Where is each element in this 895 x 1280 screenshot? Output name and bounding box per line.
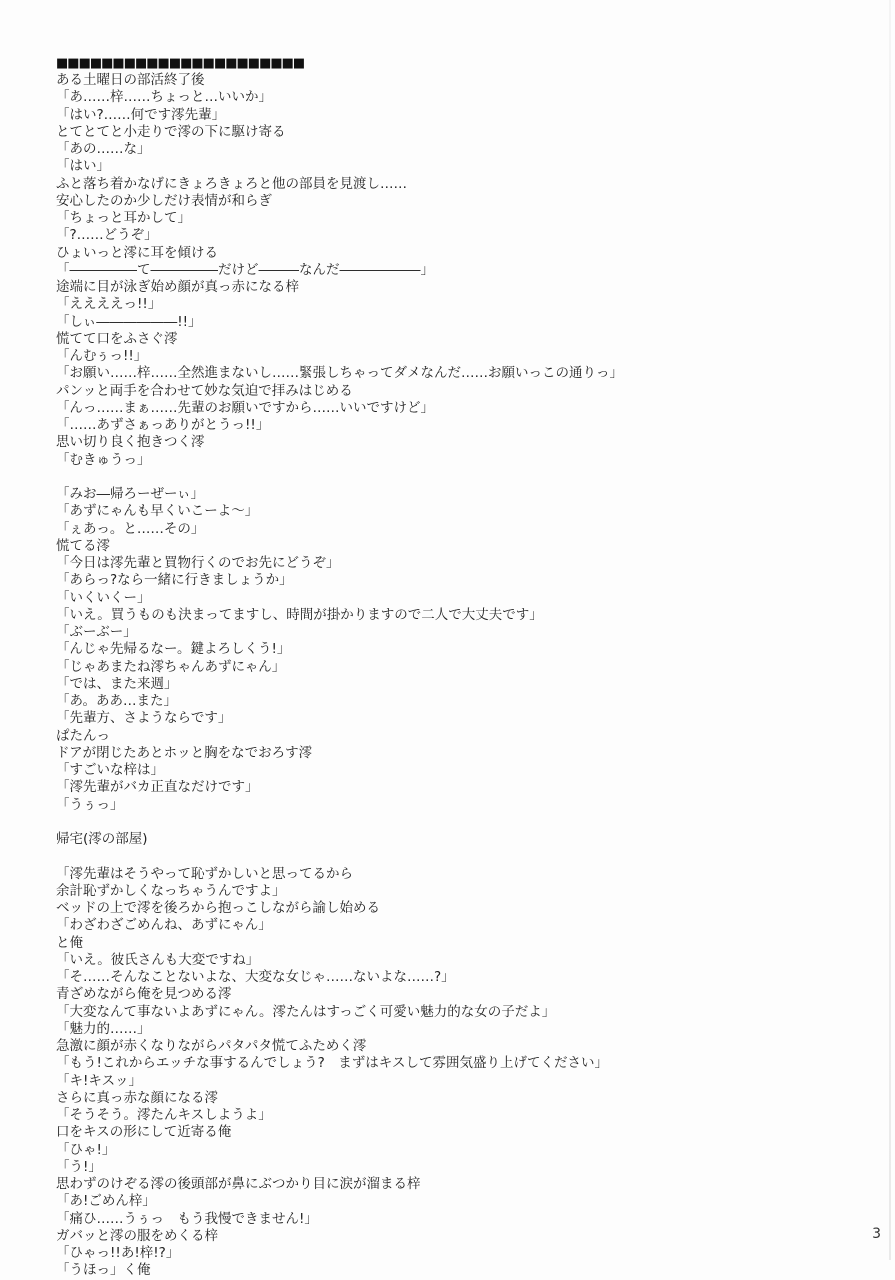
- text-line: 「―――――て―――――だけど―――なんだ――――――」: [56, 261, 434, 278]
- blank-line: [56, 469, 836, 486]
- text-line: 「先輩方、さようならです」: [56, 710, 232, 727]
- text-line: 「しぃ――――――!!」: [56, 313, 202, 330]
- text-line: 「みお―帰ろーぜーぃ」: [56, 486, 204, 502]
- text-line: 「うほっ」く俺: [56, 1262, 151, 1279]
- text-line: 「そ……そんなことないよな、大変な女じゃ……ないよな……?」: [56, 969, 455, 985]
- text-line: 「ひゃ!」: [56, 1141, 116, 1158]
- text-line: 「あずにゃんも早くいこーよ～」: [56, 503, 259, 520]
- text-line: とてとてと小走りで澪の下に駆け寄る: [56, 123, 286, 140]
- text-line: 「そうそう。澪たんキスしようよ」: [56, 1107, 272, 1123]
- text-line: 「痛ひ……うぅっ もう我慢できません!」: [56, 1210, 318, 1227]
- text-line: ドアが閉じたあとホッと胸をなでおろす澪: [56, 744, 313, 761]
- text-line: 「いえ。買うものも決まってますし、時間が掛かりますので二人で大丈夫です」: [56, 606, 543, 623]
- text-line: 「んむぅっ!!」: [56, 348, 148, 364]
- text-line: 慌てる澪: [56, 537, 110, 554]
- text-line: 「大変なんて事ないよあずにゃん。澪たんはすっごく可愛い魅力的な女の子だよ」: [56, 1003, 556, 1020]
- text-line: 思い切り良く抱きつく澪: [56, 434, 205, 451]
- text-line: 「いくいくー」: [56, 589, 151, 606]
- text-line: 「わざわざごめんね、あずにゃん」: [56, 917, 272, 934]
- text-line: 「……あずさぁっありがとうっ!!」: [56, 417, 270, 433]
- text-line: 「ひゃっ!!あ!梓!?」: [56, 1245, 180, 1261]
- text-line: 「あ!ごめん梓」: [56, 1193, 156, 1210]
- text-line: 安心したのか少しだけ表情が和らぎ: [56, 192, 272, 209]
- text-line: 「う!」: [56, 1158, 102, 1175]
- text-line: さらに真っ赤な顔になる澪: [56, 1089, 218, 1106]
- text-line: 「今日は澪先輩と買物行くのでお先にどうぞ」: [56, 555, 340, 571]
- text-line: 「お願い……梓……全然進まないし……緊張しちゃってダメなんだ……お願いっこの通りっ」: [56, 365, 623, 382]
- text-line: 帰宅(澪の部屋): [56, 831, 148, 847]
- text-line: 「はい?……何です澪先輩」: [56, 106, 226, 123]
- text-line: 「すごいな梓は」: [56, 762, 164, 778]
- header-block-bar: ■■■■■■■■■■■■■■■■■■■■■■: [56, 56, 305, 71]
- text-line: 「あらっ?なら一緒に行きましょうか」: [56, 572, 293, 589]
- text-line: 「んっ……まぁ……先輩のお願いですから……いいですけど」: [56, 399, 434, 416]
- page-number: 3: [872, 1226, 881, 1242]
- text-line: 余計恥ずかしくなっちゃうんですよ」: [56, 882, 286, 899]
- text-line: 「あ……梓……ちょっと…いいか」: [56, 89, 272, 106]
- text-line: 「ええええっ!!」: [56, 296, 162, 313]
- text-line: と俺: [56, 934, 83, 951]
- text-line: ガバッと澪の服をめくる梓: [56, 1227, 218, 1244]
- text-line: 「では、また来週」: [56, 675, 178, 692]
- text-line: 「?……どうぞ」: [56, 227, 158, 244]
- text-line: 口をキスの形にして近寄る俺: [56, 1124, 232, 1141]
- text-line: 「澪先輩がバカ正直なだけです」: [56, 779, 259, 796]
- text-line: 「魅力的……」: [56, 1020, 151, 1037]
- text-line: ベッドの上で澪を後ろから抱っこしながら諭し始める: [56, 900, 380, 916]
- text-line: ひょいっと澪に耳を傾ける: [56, 244, 218, 261]
- text-line: 途端に目が泳ぎ始め顔が真っ赤になる梓: [56, 279, 299, 295]
- text-line: 「澪先輩はそうやって恥ずかしいと思ってるから: [56, 865, 353, 882]
- text-line: 「んじゃ先帰るなー。鍵よろしくう!」: [56, 641, 291, 658]
- text-line: 思わずのけぞる澪の後頭部が鼻にぶつかり目に涙が溜まる梓: [56, 1176, 421, 1192]
- text-line: 青ざめながら俺を見つめる澪: [56, 986, 232, 1003]
- page-edge-shadow: [889, 0, 891, 1260]
- text-line: 慌てて口をふさぐ澪: [56, 330, 178, 347]
- text-line: 「ぇあっ。と……その」: [56, 520, 205, 537]
- text-line: ふと落ち着かなげにきょろきょろと他の部員を見渡し……: [56, 175, 407, 192]
- blank-line: [56, 848, 836, 865]
- text-line: ぱたんっ: [56, 727, 110, 744]
- text-line: ある土曜日の部活終了後: [56, 72, 205, 88]
- text-line: 「キ!キスッ」: [56, 1072, 143, 1089]
- text-line: 「あの……な」: [56, 141, 151, 157]
- text-body: [56, 72, 836, 1280]
- text-line: 急激に顔が赤くなりながらパタパタ慌てふためく澪: [56, 1038, 367, 1054]
- text-line: 「いえ。彼氏さんも大変ですね」: [56, 951, 260, 968]
- blank-line: [56, 814, 836, 831]
- text-line: パンッと両手を合わせて妙な気迫で拝みはじめる: [56, 382, 353, 399]
- text-line: 「あ。ああ…また」: [56, 693, 177, 709]
- text-line: 「はい」: [56, 158, 110, 175]
- text-line: 「うぅっ」: [56, 796, 124, 813]
- text-line: 「むきゅうっ」: [56, 451, 151, 468]
- text-line: 「じゃあまたね澪ちゃんあずにゃん」: [56, 658, 286, 675]
- text-line: 「もう!これからエッチな事するんでしょう? まずはキスして雰囲気盛り上げてください」: [56, 1055, 609, 1072]
- text-line: 「ちょっと耳かして」: [56, 210, 191, 226]
- text-line: 「ぶーぶー」: [56, 624, 137, 640]
